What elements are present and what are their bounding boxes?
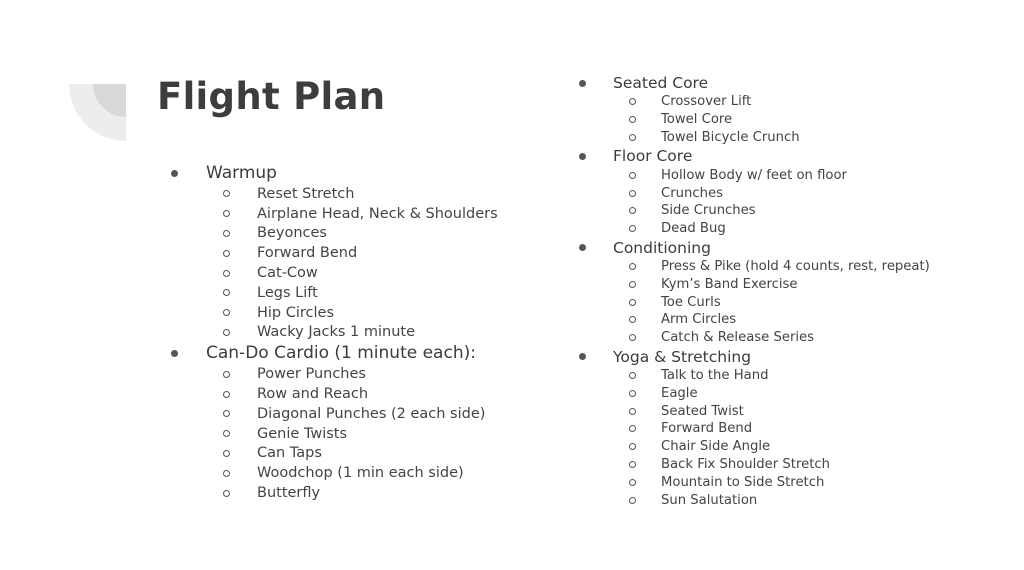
bullet-circle-icon [223,270,230,277]
list-item [166,404,498,424]
section-label: Seated Core [613,74,709,92]
list-item-label: Cat-Cow [257,265,318,282]
list-item [166,243,498,263]
bullet-circle-icon [629,116,636,123]
list-item [166,224,498,244]
section-heading [166,342,498,364]
list-item-label: Diagonal Punches (2 each side) [257,405,486,422]
list-item-label: Power Punches [257,366,366,383]
bullet-circle-icon [223,470,230,477]
bullet-dot-icon [579,244,586,251]
list-item-label: Genie Twists [257,425,348,442]
sub-list [574,166,930,237]
section-can-do-cardio-1-minute-each [166,342,498,503]
section-floor-core [574,146,930,237]
sub-list [574,367,930,509]
list-item [574,258,930,276]
bullet-circle-icon [629,408,636,415]
list-item [166,463,498,483]
list-item [574,438,930,456]
list-item [166,263,498,283]
section-heading [574,238,930,258]
section-yoga-stretching [574,347,930,509]
bullet-dot-icon [579,353,586,360]
list-item [166,444,498,464]
list-item [574,384,930,402]
list-item-label: Wacky Jacks 1 minute [257,324,416,341]
bullet-circle-icon [629,316,636,323]
bullet-circle-icon [629,263,636,270]
bullet-circle-icon [629,134,636,141]
list-item-label: Towel Bicycle Crunch [661,129,800,145]
list-item-label: Butterfly [257,485,321,502]
bullet-circle-icon [629,390,636,397]
list-item [574,456,930,474]
list-item [574,420,930,438]
bullet-dot-icon [579,153,586,160]
section-heading [574,347,930,367]
list-item-label: Crunches [661,185,723,201]
bullet-circle-icon [629,461,636,468]
section-heading [574,146,930,166]
bullet-circle-icon [223,410,230,417]
list-item [574,184,930,202]
bullet-circle-icon [223,371,230,378]
list-item-label: Seated Twist [661,403,744,419]
list-item [574,220,930,238]
section-label: Warmup [206,163,277,183]
bullet-dot-icon [579,80,586,87]
list-item-label: Legs Lift [257,284,318,301]
bullet-circle-icon [223,490,230,497]
bullet-circle-icon [223,329,230,336]
right-column-list [574,73,930,509]
section-warmup [166,162,498,342]
bullet-circle-icon [629,334,636,341]
list-item [574,293,930,311]
bullet-circle-icon [223,450,230,457]
sub-list [166,364,498,503]
list-item-label: Airplane Head, Neck & Shoulders [257,205,498,222]
list-item-label: Catch & Release Series [661,330,815,346]
list-item [574,402,930,420]
bullet-circle-icon [629,425,636,432]
section-label: Floor Core [613,147,693,166]
bullet-circle-icon [629,299,636,306]
list-item [574,367,930,385]
list-item-label: Kym’s Band Exercise [661,276,798,292]
list-item-label: Forward Bend [257,245,358,262]
bullet-circle-icon [223,190,230,197]
list-item-label: Row and Reach [257,386,369,403]
list-item-label: Can Taps [257,445,322,462]
list-item-label: Dead Bug [661,221,726,237]
list-item-label: Chair Side Angle [661,439,771,455]
list-item [166,483,498,503]
list-item [574,129,930,147]
list-item [166,184,498,204]
list-item [574,202,930,220]
list-item-label: Forward Bend [661,421,753,437]
bullet-circle-icon [223,230,230,237]
list-item-label: Beyonces [257,225,327,242]
section-heading [574,73,930,93]
bullet-dot-icon [171,350,178,357]
list-item-label: Mountain to Side Stretch [661,474,825,490]
list-item [574,93,930,111]
list-item-label: Hip Circles [257,304,335,321]
list-item-label: Talk to the Hand [661,367,769,383]
list-item [166,364,498,384]
list-item-label: Side Crunches [661,203,756,219]
bullet-circle-icon [629,372,636,379]
section-label: Yoga & Stretching [613,347,752,366]
list-item-label: Hollow Body w/ feet on floor [661,167,847,183]
bullet-circle-icon [629,172,636,179]
bullet-circle-icon [629,207,636,214]
list-item [166,323,498,343]
list-item [574,473,930,491]
bullet-circle-icon [223,391,230,398]
bullet-circle-icon [223,430,230,437]
page-title: Flight Plan [157,75,386,118]
bullet-dot-icon [171,170,178,177]
list-item [166,303,498,323]
list-item-label: Back Fix Shoulder Stretch [661,456,830,472]
section-label: Can-Do Cardio (1 minute each): [206,343,476,364]
section-conditioning [574,238,930,347]
left-column-list [166,162,498,503]
sub-list [574,93,930,146]
bullet-circle-icon [223,309,230,316]
list-item [166,204,498,224]
sub-list [166,184,498,342]
sub-list [574,258,930,347]
bullet-circle-icon [629,497,636,504]
list-item [574,491,930,509]
list-item-label: Eagle [661,385,698,401]
list-item-label: Toe Curls [661,294,721,310]
list-item-label: Press & Pike (hold 4 counts, rest, repeat) [661,258,930,274]
section-seated-core [574,73,930,146]
section-label: Conditioning [613,238,711,257]
list-item [574,111,930,129]
list-item-label: Woodchop (1 min each side) [257,465,464,482]
list-item-label: Crossover Lift [661,94,752,110]
bullet-circle-icon [223,250,230,257]
list-item [166,424,498,444]
bullet-circle-icon [629,281,636,288]
list-item [574,166,930,184]
list-item [574,311,930,329]
bullet-circle-icon [629,190,636,197]
bullet-circle-icon [629,225,636,232]
list-item-label: Reset Stretch [257,185,355,202]
list-item-label: Towel Core [661,112,733,128]
list-item [574,329,930,347]
bullet-circle-icon [629,479,636,486]
bullet-circle-icon [629,98,636,105]
bullet-circle-icon [223,210,230,217]
section-heading [166,162,498,184]
list-item [574,275,930,293]
decorative-arc-icon [69,84,126,141]
list-item-label: Arm Circles [661,312,737,328]
bullet-circle-icon [223,289,230,296]
list-item-label: Sun Salutation [661,492,758,508]
list-item [166,384,498,404]
list-item [166,283,498,303]
bullet-circle-icon [629,443,636,450]
